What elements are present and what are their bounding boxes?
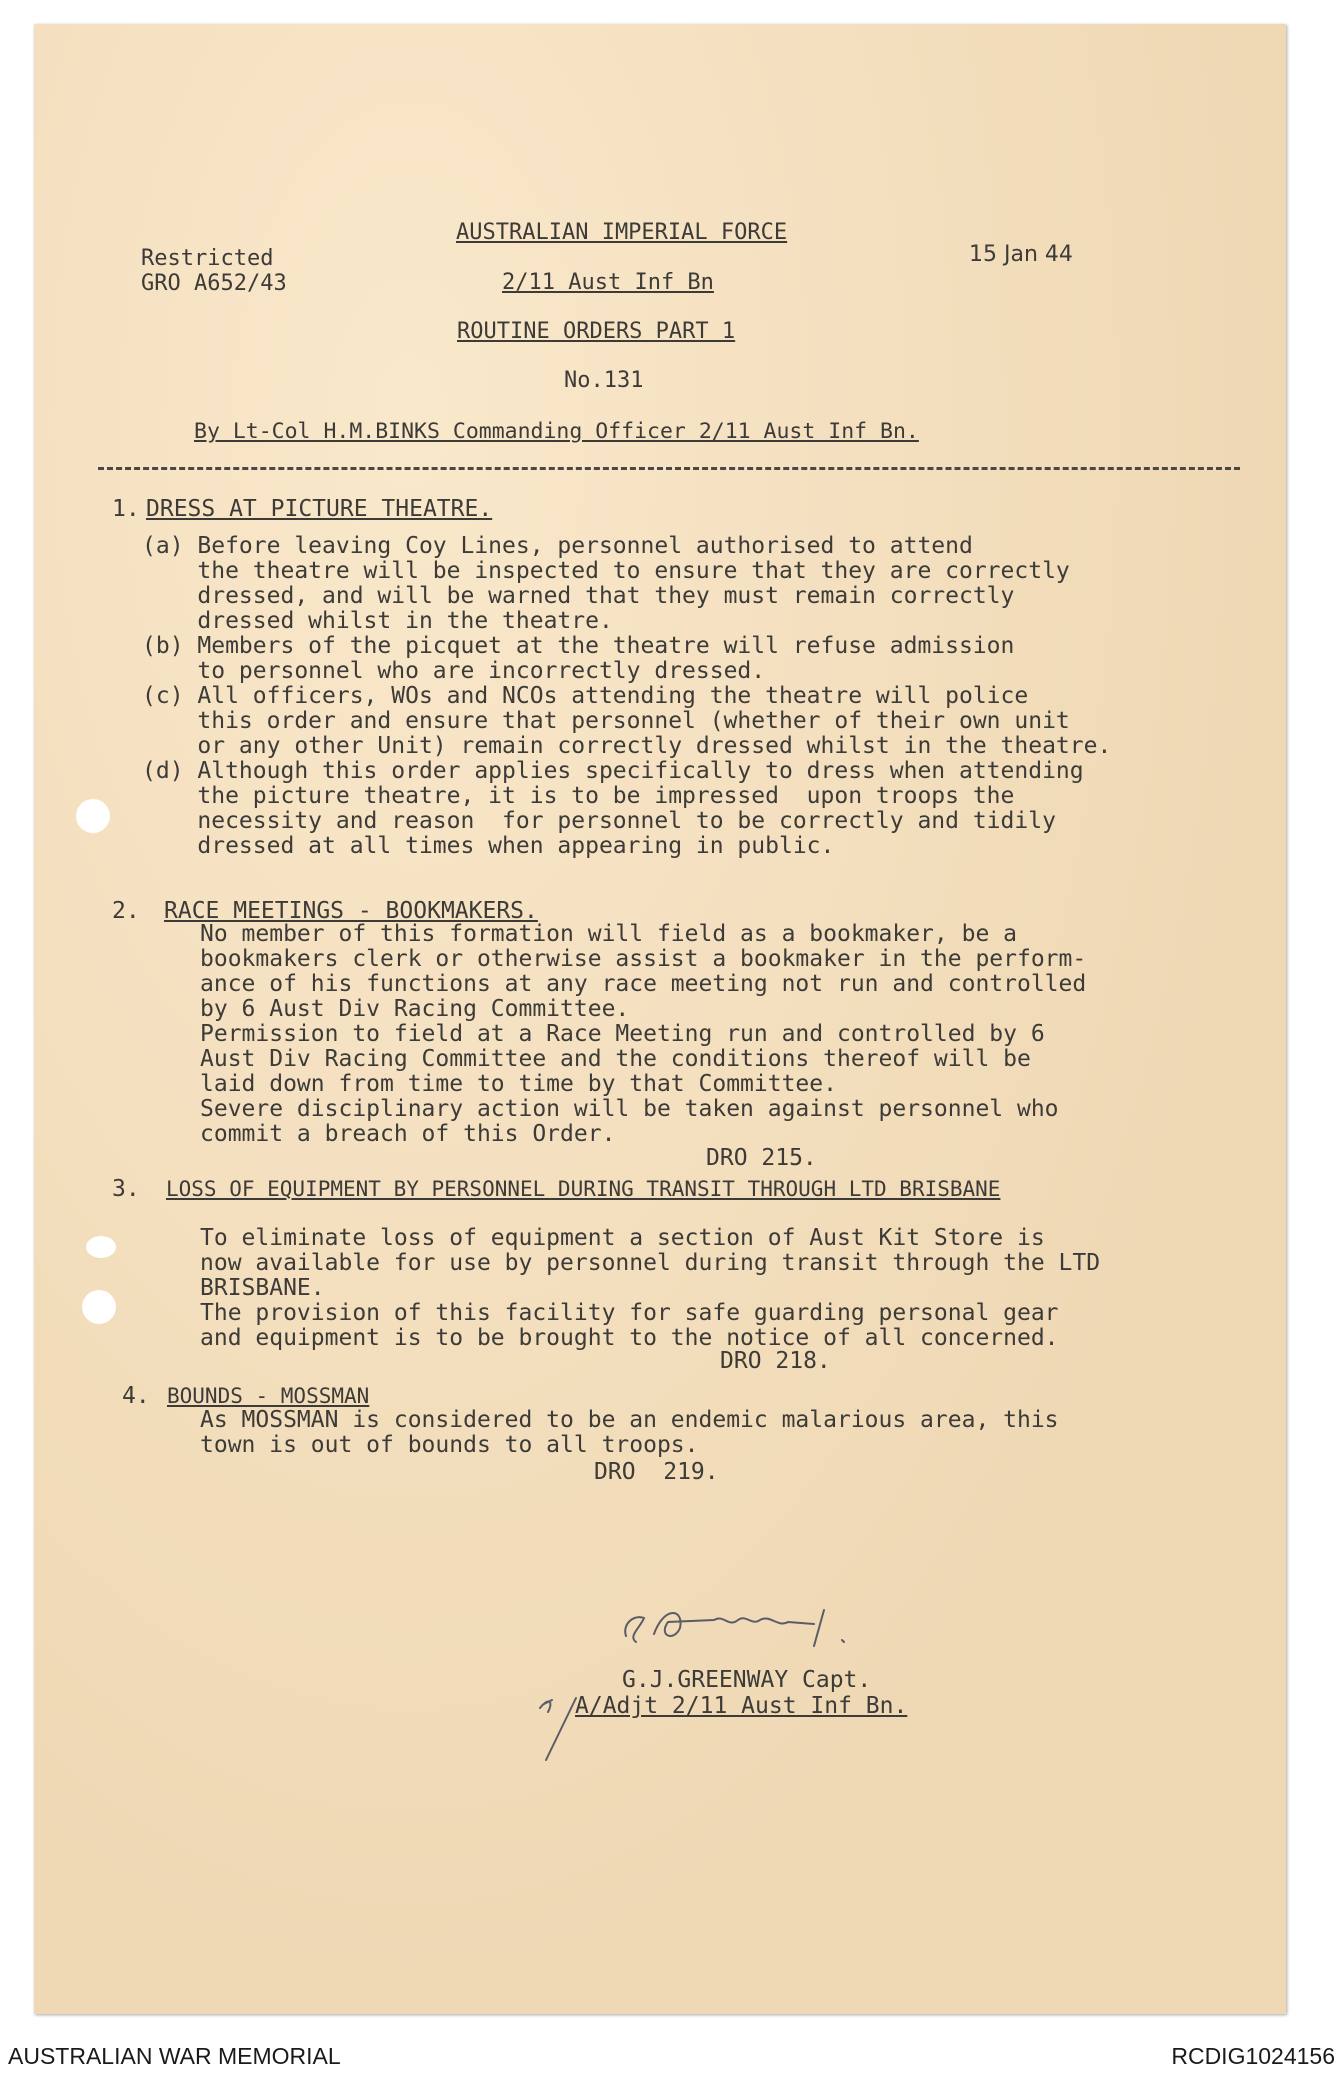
section-1-line: (a) Before leaving Coy Lines, personnel authorised to attend bbox=[142, 533, 973, 559]
section-2-number: 2. bbox=[112, 898, 140, 924]
punch-hole bbox=[76, 799, 110, 833]
section-1-line: dressed whilst in the theatre. bbox=[142, 608, 613, 634]
section-4-line: town is out of bounds to all troops. bbox=[200, 1432, 699, 1458]
section-2-line: Severe disciplinary action will be taken against personnel who bbox=[200, 1096, 1059, 1122]
section-2-line: Permission to field at a Race Meeting run and controlled by 6 bbox=[200, 1021, 1045, 1047]
force-heading: AUSTRALIAN IMPERIAL FORCE bbox=[456, 220, 788, 245]
section-3-reference: DRO 218. bbox=[720, 1348, 831, 1374]
section-3-line: now available for use by personnel during transit through the LTD bbox=[200, 1250, 1101, 1276]
section-3-title: LOSS OF EQUIPMENT BY PERSONNEL DURING TRANSIT THROUGH LTD BRISBANE bbox=[166, 1177, 1001, 1201]
order-date: 15 Jan 44 bbox=[969, 242, 1073, 267]
section-3-number: 3. bbox=[112, 1176, 140, 1202]
unit-heading: 2/11 Aust Inf Bn bbox=[502, 270, 714, 295]
section-1-line: (c) All officers, WOs and NCOs attending the theatre will police bbox=[142, 683, 1029, 709]
section-1-line: dressed, and will be warned that they must remain correctly bbox=[142, 583, 1015, 609]
section-4-reference: DRO 219. bbox=[594, 1459, 719, 1485]
restricted-label: Restricted bbox=[141, 246, 274, 271]
section-1-line: the theatre will be inspected to ensure that they are correctly bbox=[142, 558, 1070, 584]
section-3-line: To eliminate loss of equipment a section of Aust Kit Store is bbox=[200, 1225, 1045, 1251]
section-1-title: DRESS AT PICTURE THEATRE. bbox=[146, 496, 493, 522]
section-1-number: 1. bbox=[112, 496, 140, 522]
issued-by-line: By Lt-Col H.M.BINKS Commanding Officer 2/11 Aust Inf Bn. bbox=[194, 419, 919, 444]
gro-reference: GRO A652/43 bbox=[141, 271, 287, 296]
section-2-reference: DRO 215. bbox=[706, 1145, 817, 1171]
section-4-line: As MOSSMAN is considered to be an endemic malarious area, this bbox=[200, 1407, 1059, 1433]
section-2-line: laid down from time to time by that Committee. bbox=[200, 1071, 837, 1097]
section-1-line: (b) Members of the picquet at the theatre will refuse admission bbox=[142, 633, 1015, 659]
orders-title: ROUTINE ORDERS PART 1 bbox=[457, 319, 736, 344]
section-1-line: necessity and reason for personnel to be correctly and tidily bbox=[142, 808, 1056, 834]
section-3-line: and equipment is to be brought to the notice of all concerned. bbox=[200, 1325, 1059, 1351]
section-3-line: The provision of this facility for safe guarding personal gear bbox=[200, 1300, 1059, 1326]
order-number: No.131 bbox=[564, 368, 644, 393]
section-1-line: dressed at all times when appearing in public. bbox=[142, 833, 835, 859]
section-4-number: 4. bbox=[122, 1383, 150, 1409]
section-2-line: by 6 Aust Div Racing Committee. bbox=[200, 996, 630, 1022]
section-1-line: to personnel who are incorrectly dressed. bbox=[142, 658, 766, 684]
section-1-line: this order and ensure that personnel (whether of their own unit bbox=[142, 708, 1070, 734]
signatory-name: G.J.GREENWAY Capt. bbox=[622, 1667, 872, 1693]
signatory-appointment: A/Adjt 2/11 Aust Inf Bn. bbox=[575, 1693, 908, 1719]
section-2-line: ance of his functions at any race meeting not run and controlled bbox=[200, 971, 1087, 997]
section-2-line: No member of this formation will field as a bookmaker, be a bbox=[200, 921, 1017, 947]
section-1-line: (d) Although this order applies specifically to dress when attending bbox=[142, 758, 1084, 784]
section-4-title: BOUNDS - MOSSMAN bbox=[167, 1384, 370, 1408]
footer-left: AUSTRALIAN WAR MEMORIAL bbox=[8, 2043, 341, 2069]
handwritten-signature bbox=[614, 1584, 864, 1654]
section-3-line: BRISBANE. bbox=[200, 1275, 325, 1301]
punch-hole bbox=[86, 1236, 116, 1258]
section-1-line: the picture theatre, it is to be impressed upon troops the bbox=[142, 783, 1015, 809]
section-2-line: Aust Div Racing Committee and the conditions thereof will be bbox=[200, 1046, 1031, 1072]
punch-hole bbox=[82, 1290, 116, 1324]
document-page bbox=[34, 24, 1286, 2014]
section-2-title: RACE MEETINGS - BOOKMAKERS. bbox=[164, 898, 538, 924]
section-1-line: or any other Unit) remain correctly dressed whilst in the theatre. bbox=[142, 733, 1112, 759]
section-2-line: bookmakers clerk or otherwise assist a bookmaker in the perform- bbox=[200, 946, 1087, 972]
header-divider bbox=[98, 467, 1240, 470]
footer-right: RCDIG1024156 bbox=[1171, 2043, 1335, 2069]
section-2-line: commit a breach of this Order. bbox=[200, 1121, 616, 1147]
